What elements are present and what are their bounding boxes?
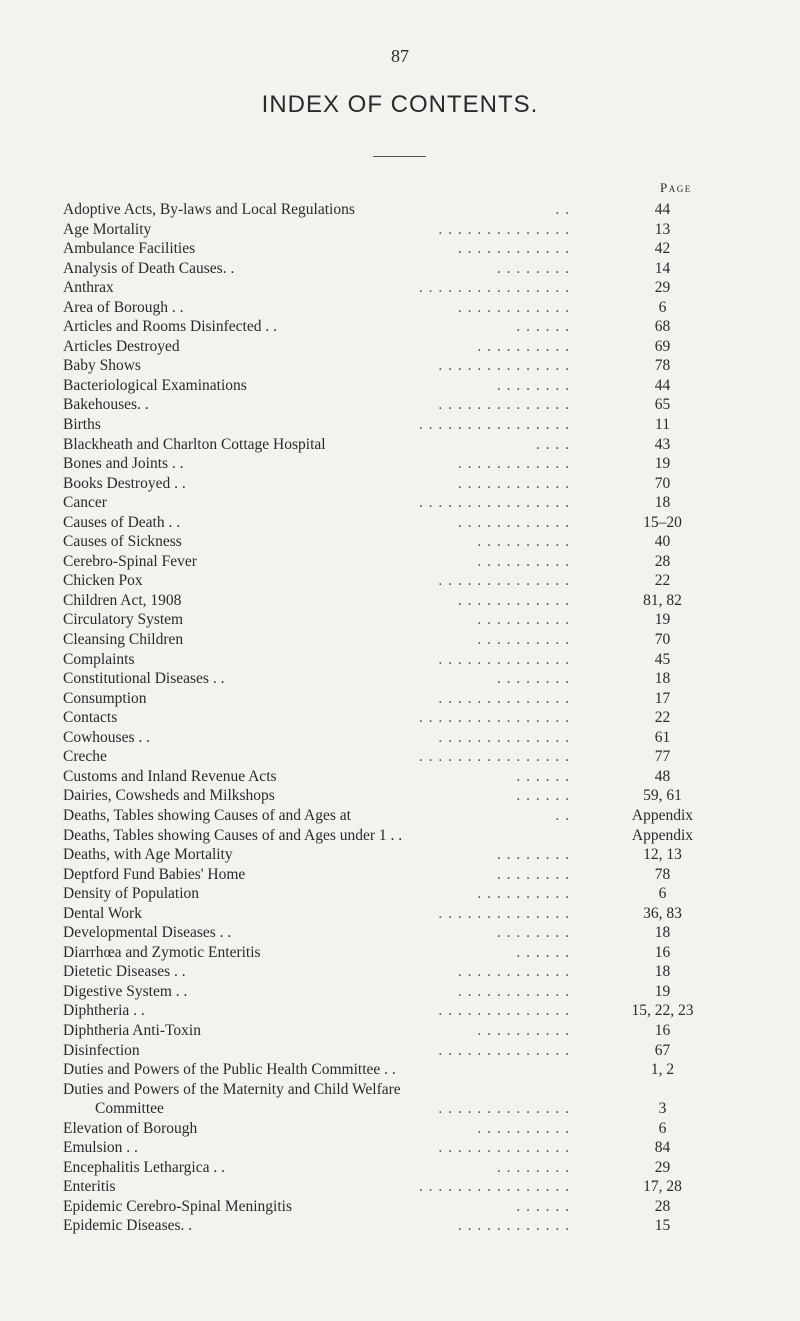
entry-leader-dots: . . . . . . . . <box>496 259 570 277</box>
entry-leader-dots: . . . . . . . . . . <box>477 337 570 355</box>
index-entry <box>0 904 800 924</box>
entry-label: Committee <box>95 1100 164 1118</box>
page-number: 87 <box>391 46 409 66</box>
entry-page-number: 17 <box>654 689 671 707</box>
entry-leader-dots: . . . . . . . . . . . . . . <box>438 689 570 707</box>
entry-leader-dots: . . . . . . . . . . . . . . <box>438 572 570 590</box>
entry-leader-dots: . . . . . . . . . . . . <box>457 982 570 1000</box>
entry-label: Creche <box>63 748 107 766</box>
entry-label: Causes of Sickness <box>63 533 182 551</box>
entry-label: Age Mortality <box>63 220 152 238</box>
entry-page-number: 65 <box>654 396 671 414</box>
entry-label: Cleansing Children <box>63 631 184 649</box>
entry-leader-dots: . . . . . . . . . . . . . . <box>438 904 570 922</box>
index-entry <box>0 689 800 709</box>
entry-leader-dots: . . . . . . . . . . . . . . <box>438 1041 570 1059</box>
entry-page-number: 29 <box>654 279 671 297</box>
entry-page-number: 70 <box>654 631 671 649</box>
index-entry <box>0 415 800 435</box>
index-entry <box>0 884 800 904</box>
index-entry <box>0 1060 800 1080</box>
index-entry <box>0 943 800 963</box>
index-entry <box>0 982 800 1002</box>
entry-label: Births <box>63 416 101 434</box>
index-entry <box>0 435 800 455</box>
entry-page-number: Appendix <box>631 826 694 844</box>
entry-label: Bacteriological Examinations <box>63 376 247 394</box>
entry-page-number: 28 <box>654 1197 671 1215</box>
entry-leader-dots: . . . . . . . . . . . . . . . . <box>418 494 570 512</box>
index-entry <box>0 786 800 806</box>
index-entry <box>0 1119 800 1139</box>
entry-label: Elevation of Borough <box>63 1119 198 1137</box>
entry-page-number: 44 <box>654 376 671 394</box>
index-entry <box>0 650 800 670</box>
entry-page-number: 6 <box>658 1119 667 1137</box>
entry-label: Complaints <box>63 650 135 668</box>
entry-page-number: 67 <box>654 1041 671 1059</box>
index-entry <box>0 239 800 259</box>
entry-page-number: 17, 28 <box>643 1178 682 1196</box>
entry-page-number: 15 <box>654 1217 671 1235</box>
index-entry <box>0 493 800 513</box>
entry-page-number: 43 <box>654 435 671 453</box>
entry-page-number: 81, 82 <box>643 591 682 609</box>
entry-leader-dots: . . . . . . . . . . . . . . . . <box>418 416 570 434</box>
entry-leader-dots: . . . . . . <box>516 1197 570 1215</box>
index-entry <box>0 806 800 826</box>
entry-page-number: 6 <box>658 885 667 903</box>
entry-leader-dots: . . . . . . <box>516 318 570 336</box>
entry-page-number: 77 <box>654 748 671 766</box>
entry-page-number: 22 <box>654 709 671 727</box>
index-entry <box>0 1177 800 1197</box>
entry-page-number: 69 <box>654 337 671 355</box>
entry-leader-dots: . . . . . . . . . . <box>477 885 570 903</box>
entry-label: Epidemic Diseases. . <box>63 1217 193 1235</box>
entry-label: Developmental Diseases . . <box>63 924 232 942</box>
entry-page-number: 18 <box>654 494 671 512</box>
entry-label: Deaths, Tables showing Causes of and Ages under 1 . . <box>63 826 403 844</box>
entry-leader-dots: . . . . . . . . . . <box>477 533 570 551</box>
index-entry <box>0 278 800 298</box>
entry-label: Baby Shows <box>63 357 141 375</box>
entry-page-number: 44 <box>654 201 671 218</box>
entry-label: Contacts <box>63 709 118 727</box>
entry-label: Duties and Powers of the Public Health Committee . . <box>63 1061 396 1079</box>
entry-label: Cowhouses . . <box>63 728 150 746</box>
entry-page-number: 18 <box>654 963 671 981</box>
entry-label: Enteritis <box>63 1178 116 1196</box>
index-entry <box>0 591 800 611</box>
index-entry <box>0 317 800 337</box>
entry-leader-dots: . . <box>555 201 570 218</box>
entry-label: Digestive System . . <box>63 982 188 1000</box>
entry-label: Causes of Death . . <box>63 513 181 531</box>
index-entry <box>0 767 800 787</box>
entry-page-number: 48 <box>654 767 671 785</box>
entry-label: Customs and Inland Revenue Acts <box>63 767 277 785</box>
entry-leader-dots: . . . . . . . . . . . . . . <box>438 220 570 238</box>
index-entry <box>0 630 800 650</box>
entry-label: Books Destroyed . . <box>63 474 186 492</box>
entry-page-number: 15–20 <box>643 513 682 531</box>
entry-label: Diphtheria . . <box>63 1002 145 1020</box>
entry-leader-dots: . . . . . . . . . . . . . . <box>438 1100 570 1118</box>
entry-page-number: 28 <box>654 552 671 570</box>
index-entry <box>0 708 800 728</box>
entry-label: Density of Population <box>63 885 200 903</box>
entry-page-number: 14 <box>654 259 671 277</box>
entry-leader-dots: . . . . . . . . . . <box>477 611 570 629</box>
entry-leader-dots: . . . . . . . . <box>496 865 570 883</box>
index-entry <box>0 1197 800 1217</box>
entry-leader-dots: . . . . . . <box>516 767 570 785</box>
entry-label: Epidemic Cerebro-Spinal Meningitis <box>63 1197 293 1215</box>
entry-leader-dots: . . . . . . . . <box>496 924 570 942</box>
entry-label: Ambulance Facilities <box>63 240 196 258</box>
page-column-header: Page <box>660 180 692 195</box>
entry-label: Dietetic Diseases . . <box>63 963 186 981</box>
entry-leader-dots: . . . . . . . . <box>496 1158 570 1176</box>
entry-label: Dental Work <box>63 904 142 922</box>
entry-label: Articles Destroyed <box>63 337 180 355</box>
entry-leader-dots: . . . . . . . . . . . . . . <box>438 357 570 375</box>
entry-leader-dots: . . . . . . . . . . . . <box>457 474 570 492</box>
entry-leader-dots: . . . . . . . . . . . . <box>457 513 570 531</box>
entry-page-number: 16 <box>654 943 671 961</box>
entry-label: Cancer <box>63 494 107 512</box>
entry-label: Encephalitis Lethargica . . <box>63 1158 225 1176</box>
entry-label: Children Act, 1908 <box>63 591 182 609</box>
entry-label: Diarrhœa and Zymotic Enteritis <box>63 943 261 961</box>
entry-page-number: Appendix <box>631 806 694 824</box>
entry-label: Bakehouses. . <box>63 396 149 414</box>
index-entry <box>0 1021 800 1041</box>
index-entry <box>0 845 800 865</box>
entry-label: Duties and Powers of the Maternity and Child Welfare <box>63 1080 401 1098</box>
entry-label: Anthrax <box>63 279 114 297</box>
entry-page-number: 22 <box>654 572 671 590</box>
index-entry <box>0 376 800 396</box>
index-entry <box>0 337 800 357</box>
entry-page-number: 19 <box>654 611 671 629</box>
index-entry <box>0 923 800 943</box>
index-entry <box>0 865 800 885</box>
entry-page-number: 61 <box>654 728 671 746</box>
entry-label: Chicken Pox <box>63 572 143 590</box>
entry-label: Deaths, with Age Mortality <box>63 846 233 864</box>
entry-label: Adoptive Acts, By-laws and Local Regulations <box>63 201 355 218</box>
page-title: INDEX OF CONTENTS. <box>261 91 539 118</box>
entry-page-number: 40 <box>654 533 671 551</box>
entry-page-number: 3 <box>658 1100 667 1118</box>
entry-label: Bones and Joints . . <box>63 455 184 473</box>
entry-leader-dots: . . . . . . . . <box>496 846 570 864</box>
entry-leader-dots: . . . . . . . . . . . . . . <box>438 728 570 746</box>
entry-label: Deptford Fund Babies' Home <box>63 865 246 883</box>
entry-leader-dots: . . . . . . . . . . . . . . . . <box>418 279 570 297</box>
entry-label: Cerebro-Spinal Fever <box>63 552 197 570</box>
index-entry <box>0 1158 800 1178</box>
entry-page-number: 29 <box>654 1158 671 1176</box>
index-entry <box>0 571 800 591</box>
index-entries <box>0 200 800 1236</box>
entry-page-number: 18 <box>654 924 671 942</box>
entry-leader-dots: . . . . <box>535 435 570 453</box>
index-entry <box>0 1216 800 1236</box>
entry-page-number: 1, 2 <box>650 1061 675 1079</box>
index-entry <box>0 513 800 533</box>
entry-leader-dots: . . . . . . . . <box>496 376 570 394</box>
entry-leader-dots: . . . . . . . . . . . . <box>457 1217 570 1235</box>
index-entry <box>0 826 800 846</box>
entry-leader-dots: . . . . . . . . . . . . . . . . <box>418 1178 570 1196</box>
entry-leader-dots: . . . . . . . . . . <box>477 631 570 649</box>
index-entry <box>0 474 800 494</box>
index-entry <box>0 1041 800 1061</box>
entry-page-number: 11 <box>655 416 670 434</box>
index-entry <box>0 220 800 240</box>
entry-page-number: 19 <box>654 455 671 473</box>
index-entry <box>0 962 800 982</box>
entry-leader-dots: . . . . . . . . . . <box>477 552 570 570</box>
entry-leader-dots: . . . . . . <box>516 787 570 805</box>
entry-leader-dots: . . . . . . . . . . . . <box>457 591 570 609</box>
entry-leader-dots: . . . . . . . . . . . . . . <box>438 396 570 414</box>
entry-leader-dots: . . <box>555 806 570 824</box>
entry-page-number: 36, 83 <box>643 904 682 922</box>
entry-page-number: 70 <box>654 474 671 492</box>
entry-page-number: 13 <box>654 220 671 238</box>
entry-label: Area of Borough . . <box>63 298 184 316</box>
entry-label: Diphtheria Anti-Toxin <box>63 1021 201 1039</box>
index-entry <box>0 610 800 630</box>
index-entry <box>0 259 800 279</box>
entry-page-number: 78 <box>654 357 671 375</box>
entry-page-number: 68 <box>654 318 671 336</box>
index-entry <box>0 356 800 376</box>
entry-page-number: 15, 22, 23 <box>631 1002 694 1020</box>
entry-page-number: 18 <box>654 670 671 688</box>
entry-label: Circulatory System <box>63 611 184 629</box>
entry-leader-dots: . . . . . . . . . . . . . . . . <box>418 709 570 727</box>
entry-leader-dots: . . . . . . . . . . . . . . <box>438 1002 570 1020</box>
entry-leader-dots: . . . . . . . . <box>496 670 570 688</box>
entry-page-number: 6 <box>658 298 667 316</box>
entry-leader-dots: . . . . . . . . . . . . . . . . <box>418 748 570 766</box>
entry-label: Emulsion . . <box>63 1139 138 1157</box>
index-entry <box>0 200 800 220</box>
entry-leader-dots: . . . . . . . . . . . . <box>457 963 570 981</box>
entry-page-number: 78 <box>654 865 671 883</box>
entry-label: Disinfection <box>63 1041 140 1059</box>
entry-label: Dairies, Cowsheds and Milkshops <box>63 787 275 805</box>
entry-page-number: 42 <box>654 240 671 258</box>
index-entry <box>0 728 800 748</box>
entry-label: Blackheath and Charlton Cottage Hospital <box>63 435 326 453</box>
entry-label: Consumption <box>63 689 147 707</box>
entry-page-number: 19 <box>654 982 671 1000</box>
entry-leader-dots: . . . . . . . . . . . . . . <box>438 1139 570 1157</box>
entry-leader-dots: . . . . . . . . . . . . <box>457 240 570 258</box>
index-entry <box>0 1099 800 1119</box>
index-entry <box>0 552 800 572</box>
entry-label: Deaths, Tables showing Causes of and Ages at <box>63 806 351 824</box>
index-entry <box>0 532 800 552</box>
entry-leader-dots: . . . . . . . . . . . . . . <box>438 650 570 668</box>
entry-page-number: 45 <box>654 650 671 668</box>
index-entry <box>0 298 800 318</box>
entry-leader-dots: . . . . . . . . . . <box>477 1119 570 1137</box>
index-entry <box>0 1138 800 1158</box>
index-entry <box>0 395 800 415</box>
index-entry <box>0 747 800 767</box>
entry-page-number: 16 <box>654 1021 671 1039</box>
entry-label: Articles and Rooms Disinfected . . <box>63 318 277 336</box>
entry-leader-dots: . . . . . . . . . . <box>477 1021 570 1039</box>
entry-leader-dots: . . . . . . . . . . . . <box>457 298 570 316</box>
index-entry <box>0 1080 800 1100</box>
index-entry <box>0 669 800 689</box>
entry-page-number: 59, 61 <box>643 787 682 805</box>
index-entry <box>0 454 800 474</box>
entry-leader-dots: . . . . . . . . . . . . <box>457 455 570 473</box>
title-divider <box>373 156 426 157</box>
index-entry <box>0 1001 800 1021</box>
entry-page-number: 12, 13 <box>643 846 682 864</box>
entry-page-number: 84 <box>654 1139 671 1157</box>
entry-label: Constitutional Diseases . . <box>63 670 225 688</box>
entry-label: Analysis of Death Causes. . <box>63 259 235 277</box>
entry-leader-dots: . . . . . . <box>516 943 570 961</box>
